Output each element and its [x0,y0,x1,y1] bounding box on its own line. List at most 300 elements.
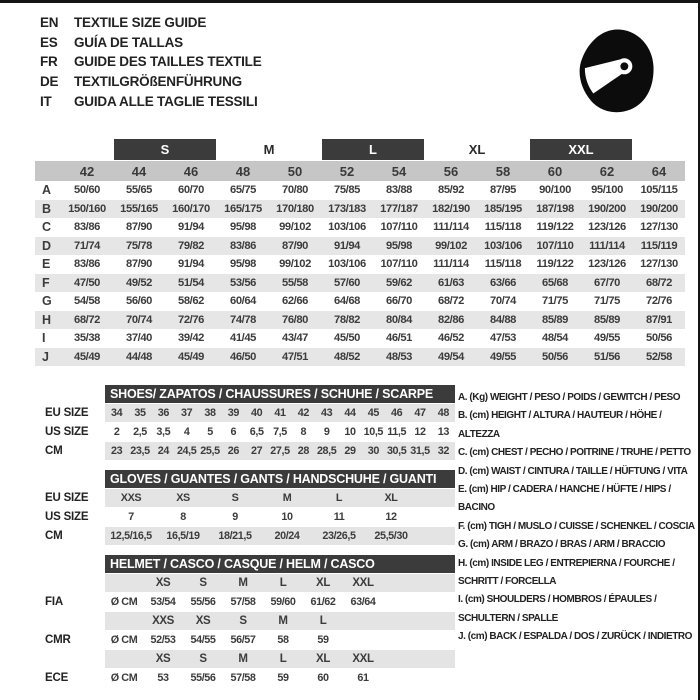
value-cell: 25,5 [200,445,220,457]
value-cell: XS [176,492,190,504]
spacer [35,470,105,488]
value-cell: 75/78 [126,239,152,252]
value-cell: 150/160 [68,202,106,215]
helmet-title-bar: HELMET / CASCO / CASQUE / HELM / CASCO [105,555,455,573]
row-label: E [42,257,51,272]
value-cell: 7 [128,511,134,523]
size-cell: XL [316,577,330,589]
value-cell: 5 [207,426,213,438]
row-label: D [42,238,52,253]
size-cell: 54 [391,163,407,179]
value-cell: 38 [204,407,216,419]
value-cell: 42 [297,407,309,419]
value-cell: 61/62 [310,596,336,608]
language-row [40,91,262,111]
value-cell: 12,5/16,5 [110,530,152,542]
value-cell: 85/89 [542,313,568,326]
value-cell: 67/70 [594,276,620,289]
diameter-unit-label: Ø CM [110,634,138,646]
value-cell: 64/68 [334,295,360,308]
value-cell: 47/50 [74,276,100,289]
value-cell: 58 [277,634,289,646]
value-cell: 115/118 [484,221,522,234]
spacer [35,650,105,668]
value-cell: 155/165 [120,202,158,215]
row-label: A [42,183,52,198]
gloves-row [105,508,455,526]
value-cell: 9 [232,511,238,523]
textile-size-table [35,139,685,366]
value-cell: 55/56 [190,672,216,684]
value-cell: 99/102 [279,221,311,234]
value-cell: 57/58 [230,596,256,608]
value-cell: 51/56 [594,350,620,363]
value-cell: 39 [227,407,239,419]
spacer [35,612,105,630]
size-cell: 56 [443,163,459,179]
value-cell: 36 [157,407,169,419]
value-cell: 52/58 [646,350,672,363]
value-cell: 48/54 [542,332,568,345]
value-cell: 123/126 [588,258,626,271]
value-cell: 39/42 [178,332,204,345]
helmet-values-row [105,593,455,611]
value-cell: 75/85 [334,184,360,197]
size-cell: L [279,653,287,665]
value-cell: 27 [251,445,263,457]
value-cell: 2 [113,426,120,438]
value-cell: 9 [323,426,330,438]
value-cell: 177/187 [380,202,418,215]
row-label: J [42,349,49,364]
size-group-l: L [322,139,424,160]
value-cell: 25,5/30 [374,530,408,542]
helmet-values-row [105,669,455,687]
value-cell: 18/21,5 [218,530,252,542]
helmet-sizes-row [105,574,455,592]
value-cell: XXS [120,492,142,504]
standard-label-fia: FIA [45,596,63,608]
value-cell: 90/100 [539,184,571,197]
size-cell: XXL [352,577,374,589]
language-code: EN [40,15,59,31]
language-row [40,72,262,92]
size-cell: L [319,615,327,627]
value-cell: 160/170 [172,202,210,215]
value-cell: 187/198 [536,202,574,215]
value-cell: 10,5 [363,426,384,438]
value-cell: 85/92 [438,184,464,197]
size-cell: 44 [131,163,147,179]
value-cell: 32 [437,445,449,457]
value-cell: 190/200 [640,202,678,215]
size-cell: 50 [287,163,303,179]
value-cell: 74/78 [230,313,256,326]
value-cell: 54/55 [190,634,216,646]
value-cell: 50/60 [74,184,100,197]
diameter-unit-label: Ø CM [110,596,138,608]
value-cell: 47 [414,407,426,419]
value-cell: 2,5 [133,426,147,438]
value-cell: 27,5 [270,445,290,457]
size-cell: 52 [339,163,355,179]
value-cell: 70/74 [490,295,516,308]
value-cell: 127/130 [640,258,678,271]
value-cell: 68/72 [438,295,464,308]
value-cell: 182/190 [432,202,470,215]
value-cell: 65/68 [542,276,568,289]
value-cell: 83/88 [386,184,412,197]
language-code: FR [40,54,58,70]
value-cell: 45/49 [178,350,204,363]
size-cell: 60 [547,163,563,179]
value-cell: 55/56 [190,596,216,608]
value-cell: 28,5 [316,445,337,457]
value-cell: 78/82 [334,313,360,326]
gloves-row [105,489,455,507]
table-row [35,311,685,330]
value-cell: 44/48 [126,350,152,363]
value-cell: 29 [344,445,356,457]
legend-item: B. (cm) HEIGHT / ALTURA / HAUTEUR / HÖHE / ALTEZZA [458,410,662,440]
value-cell: 16,5/19 [166,530,200,542]
value-cell: 111/114 [433,258,469,271]
legend-item: E. (cm) HIP / CADERA / HANCHE / HÜFTE / HIPS / BACINO [458,484,671,514]
shoes-row [105,442,455,460]
value-cell: 58/62 [178,295,204,308]
helmet-values-row [105,631,455,649]
value-cell: 37 [181,407,193,419]
shoes-row-label: CM [45,445,63,457]
value-cell: 53/56 [230,276,256,289]
value-cell: 83/86 [74,221,100,234]
value-cell: 84/88 [490,313,516,326]
size-group-xxl: XXL [530,139,632,160]
helmet-sizes-row [105,650,455,668]
value-cell: 119/122 [536,258,574,271]
size-cell: 46 [183,163,199,179]
value-cell: 48/52 [334,350,360,363]
racing-helmet-icon [567,20,661,122]
legend-item: H. (cm) INSIDE LEG / ENTREPIERNA / FOURCHE / SCHRITT / FORCELLA [458,557,675,588]
value-cell: 30,5 [386,445,407,457]
row-label: C [42,220,52,235]
value-cell: 20/24 [274,530,300,542]
table-row [35,274,685,293]
value-cell: 46/52 [438,332,464,345]
value-cell: XL [384,492,398,504]
value-cell: 49/52 [126,276,152,289]
value-cell: 95/100 [591,184,623,197]
spacer [35,161,61,181]
table-row [35,255,685,274]
table-row [35,200,685,219]
value-cell: 28 [297,445,309,457]
value-cell: 103/106 [484,239,522,252]
legend-item: J. (cm) BACK / ESPALDA / DOS / ZURÜCK / INDIETRO [458,631,692,643]
gloves-row-label: CM [45,530,63,542]
helmet-sizes-row [105,612,455,630]
value-cell: 50/56 [542,350,568,363]
standard-label-cmr: CMR [45,634,71,646]
value-cell: 70/74 [126,313,152,326]
value-cell: 35/38 [74,332,100,345]
value-cell: 49/55 [490,350,516,363]
value-cell: 59 [277,672,289,684]
value-cell: 56/60 [126,295,152,308]
value-cell: 61/63 [438,276,464,289]
value-cell: 71/75 [542,295,568,308]
table-row [35,218,685,237]
value-cell: 53/54 [150,596,176,608]
table-row [35,329,685,348]
value-cell: 87/90 [126,221,152,234]
value-cell: 65/75 [230,184,256,197]
language-title: TEXTILGRÖßENFÜHRUNG [74,74,242,90]
value-cell: 59/60 [270,596,296,608]
value-cell: 26 [227,445,239,457]
value-cell: 55/58 [282,276,308,289]
size-cell: XS [195,615,211,627]
value-cell: 85/89 [594,313,620,326]
value-cell: 23/26,5 [322,530,356,542]
value-cell: 63/66 [490,276,516,289]
size-cell: 64 [651,163,667,179]
value-cell: 47/51 [282,350,308,363]
legend-item: D. (cm) WAIST / CINTURA / TAILLE / HÜFTUNG / VITA [458,465,688,477]
sub-tables-column [35,385,455,697]
value-cell: 37/40 [126,332,152,345]
value-cell: 6,5 [249,426,264,438]
legend-item: I. (cm) SHOULDERS / HOMBROS / ÉPAULES / SCHULTERN / SPALLE [458,594,657,624]
value-cell: 95/98 [230,221,256,234]
value-cell: 185/195 [484,202,522,215]
value-cell: 41/45 [230,332,256,345]
value-cell: 61 [357,672,369,684]
value-cell: 53 [157,672,169,684]
value-cell: 80/84 [386,313,412,326]
value-cell: 60 [317,672,329,684]
value-cell: 23,5 [130,445,150,457]
size-group-header-row [35,139,685,160]
gloves-row-label: US SIZE [45,511,89,523]
size-cell: S [239,615,247,627]
value-cell: 87/90 [282,239,308,252]
size-cell: XS [155,577,171,589]
legend-item: A. (Kg) WEIGHT / PESO / POIDS / GEWITCH / PESO [458,392,681,403]
value-cell: 111/114 [433,221,469,234]
value-cell: 54/58 [74,295,100,308]
table-row [35,292,685,311]
value-cell: 59 [317,634,329,646]
value-cell: 8 [180,511,186,523]
size-cell: M [278,615,288,627]
size-cell: XXL [352,653,374,665]
value-cell: 62/66 [282,295,308,308]
value-cell: 10 [344,426,356,438]
value-cell: 107/110 [380,221,418,234]
language-row [40,33,262,53]
value-cell: 12 [414,426,426,438]
value-cell: L [335,492,343,504]
gloves-size-table [35,470,455,545]
value-cell: 107/110 [536,239,574,252]
value-cell: 83/86 [74,258,100,271]
value-cell: 115/118 [484,258,522,271]
value-cell: 10 [281,511,293,523]
value-cell: 59/62 [386,276,412,289]
value-cell: 115/119 [640,239,678,252]
value-cell: 45/50 [334,332,360,345]
spacer [35,385,105,403]
value-cell: 83/86 [230,239,256,252]
size-cell: L [279,577,287,589]
value-cell: 127/130 [640,221,678,234]
language-row [40,52,262,72]
value-cell: 11 [333,511,345,523]
value-cell: 11,5 [387,426,407,438]
value-cell: 68/72 [646,276,672,289]
shoes-row [105,423,455,441]
measurement-rows [35,181,685,366]
legend-item: F. (cm) TIGH / MUSLO / CUISSE / SCHENKEL / COSCIA [458,520,695,532]
language-title-list [40,13,262,111]
table-row [35,181,685,200]
value-cell: 45 [367,407,379,419]
value-cell: 23 [111,445,123,457]
value-cell: 44 [344,407,356,419]
value-cell: 34 [111,407,123,419]
value-cell: 119/122 [536,221,574,234]
value-cell: 35 [134,407,146,419]
value-cell: 87/90 [126,258,152,271]
language-title: GUÍA DE TALLAS [74,34,183,50]
value-cell: 72/76 [178,313,204,326]
value-cell: 40 [251,407,263,419]
size-cell: S [199,653,207,665]
value-cell: 43 [321,407,333,419]
size-cell: 42 [79,163,95,179]
value-cell: 4 [183,426,190,438]
value-cell: 103/106 [328,221,366,234]
value-cell: 105/115 [640,184,678,197]
row-label: F [42,275,50,290]
value-cell: 76/80 [282,313,308,326]
value-cell: 43/47 [282,332,308,345]
shoes-row-label: US SIZE [45,426,89,438]
value-cell: 111/114 [589,239,625,252]
value-cell: 8 [300,426,307,438]
value-cell: 79/82 [178,239,204,252]
value-cell: 71/75 [594,295,620,308]
value-cell: S [231,492,239,504]
value-cell: 46/50 [230,350,256,363]
size-cell: M [238,577,248,589]
value-cell: 46 [391,407,403,419]
value-cell: 50/56 [646,332,672,345]
measurement-legend [458,389,698,647]
value-cell: 103/106 [328,258,366,271]
size-group-xl: XL [468,142,486,157]
value-cell: 41 [274,407,286,419]
value-cell: 7,5 [273,426,287,438]
row-label: G [42,294,52,309]
value-cell: 170/180 [276,202,314,215]
shoes-title-bar: SHOES/ ZAPATOS / CHAUSSURES / SCHUHE / SCARPE [105,385,455,403]
size-cell: S [199,577,207,589]
value-cell: 190/200 [588,202,626,215]
language-code: DE [40,74,59,90]
language-code: ES [40,34,58,50]
value-cell: 173/183 [328,202,366,215]
value-cell: 91/94 [178,221,204,234]
value-cell: 24,5 [176,445,197,457]
size-group-m: M [263,142,275,157]
value-cell: 46/51 [386,332,412,345]
legend-item: C. (cm) CHEST / PECHO / POITRINE / TRUHE / PETTO [458,447,691,459]
gloves-title-bar: GLOVES / GUANTES / GANTS / HANDSCHUHE / GUANTI [105,470,455,488]
size-group-s: S [114,139,216,160]
gloves-row-label: EU SIZE [45,492,89,504]
table-row [35,237,685,256]
row-label: B [42,201,52,216]
shoes-size-table [35,385,455,460]
spacer [35,555,105,573]
language-title: GUIDE DES TAILLES TEXTILE [74,54,262,70]
diameter-unit-label: Ø CM [110,672,138,684]
value-cell: 99/102 [279,258,311,271]
size-cell: 62 [599,163,615,179]
standard-label-ece: ECE [45,672,69,684]
value-cell: 52/53 [150,634,176,646]
value-cell: 66/70 [386,295,412,308]
value-cell: 72/76 [646,295,672,308]
value-cell: 57/60 [334,276,360,289]
value-cell: 91/94 [334,239,360,252]
value-cell: 45/49 [74,350,100,363]
value-cell: 82/86 [438,313,464,326]
language-title: GUIDA ALLE TAGLIE TESSILI [74,93,258,109]
language-title: TEXTILE SIZE GUIDE [74,15,207,31]
value-cell: 30 [367,445,379,457]
value-cell: 70/80 [282,184,308,197]
value-cell: 3,5 [156,426,171,438]
size-number-row [35,161,685,181]
value-cell: 87/91 [646,313,672,326]
value-cell: 95/98 [230,258,256,271]
value-cell: 24 [157,445,169,457]
language-code: IT [40,93,52,109]
value-cell: 107/110 [380,258,418,271]
value-cell: 49/54 [438,350,464,363]
row-label: H [42,312,52,327]
value-cell: 6 [230,426,237,438]
value-cell: 68/72 [74,313,100,326]
size-cell: 58 [495,163,511,179]
value-cell: 60/64 [230,295,256,308]
language-row [40,13,262,33]
size-cell: 48 [235,163,251,179]
spacer [35,574,105,592]
size-cell: XS [155,653,171,665]
value-cell: 12 [385,511,397,523]
gloves-row [105,527,455,545]
value-cell: 95/98 [386,239,412,252]
value-cell: 31,5 [410,445,430,457]
helmet-size-table [35,555,455,687]
size-cell: XL [316,653,330,665]
value-cell: 123/126 [588,221,626,234]
